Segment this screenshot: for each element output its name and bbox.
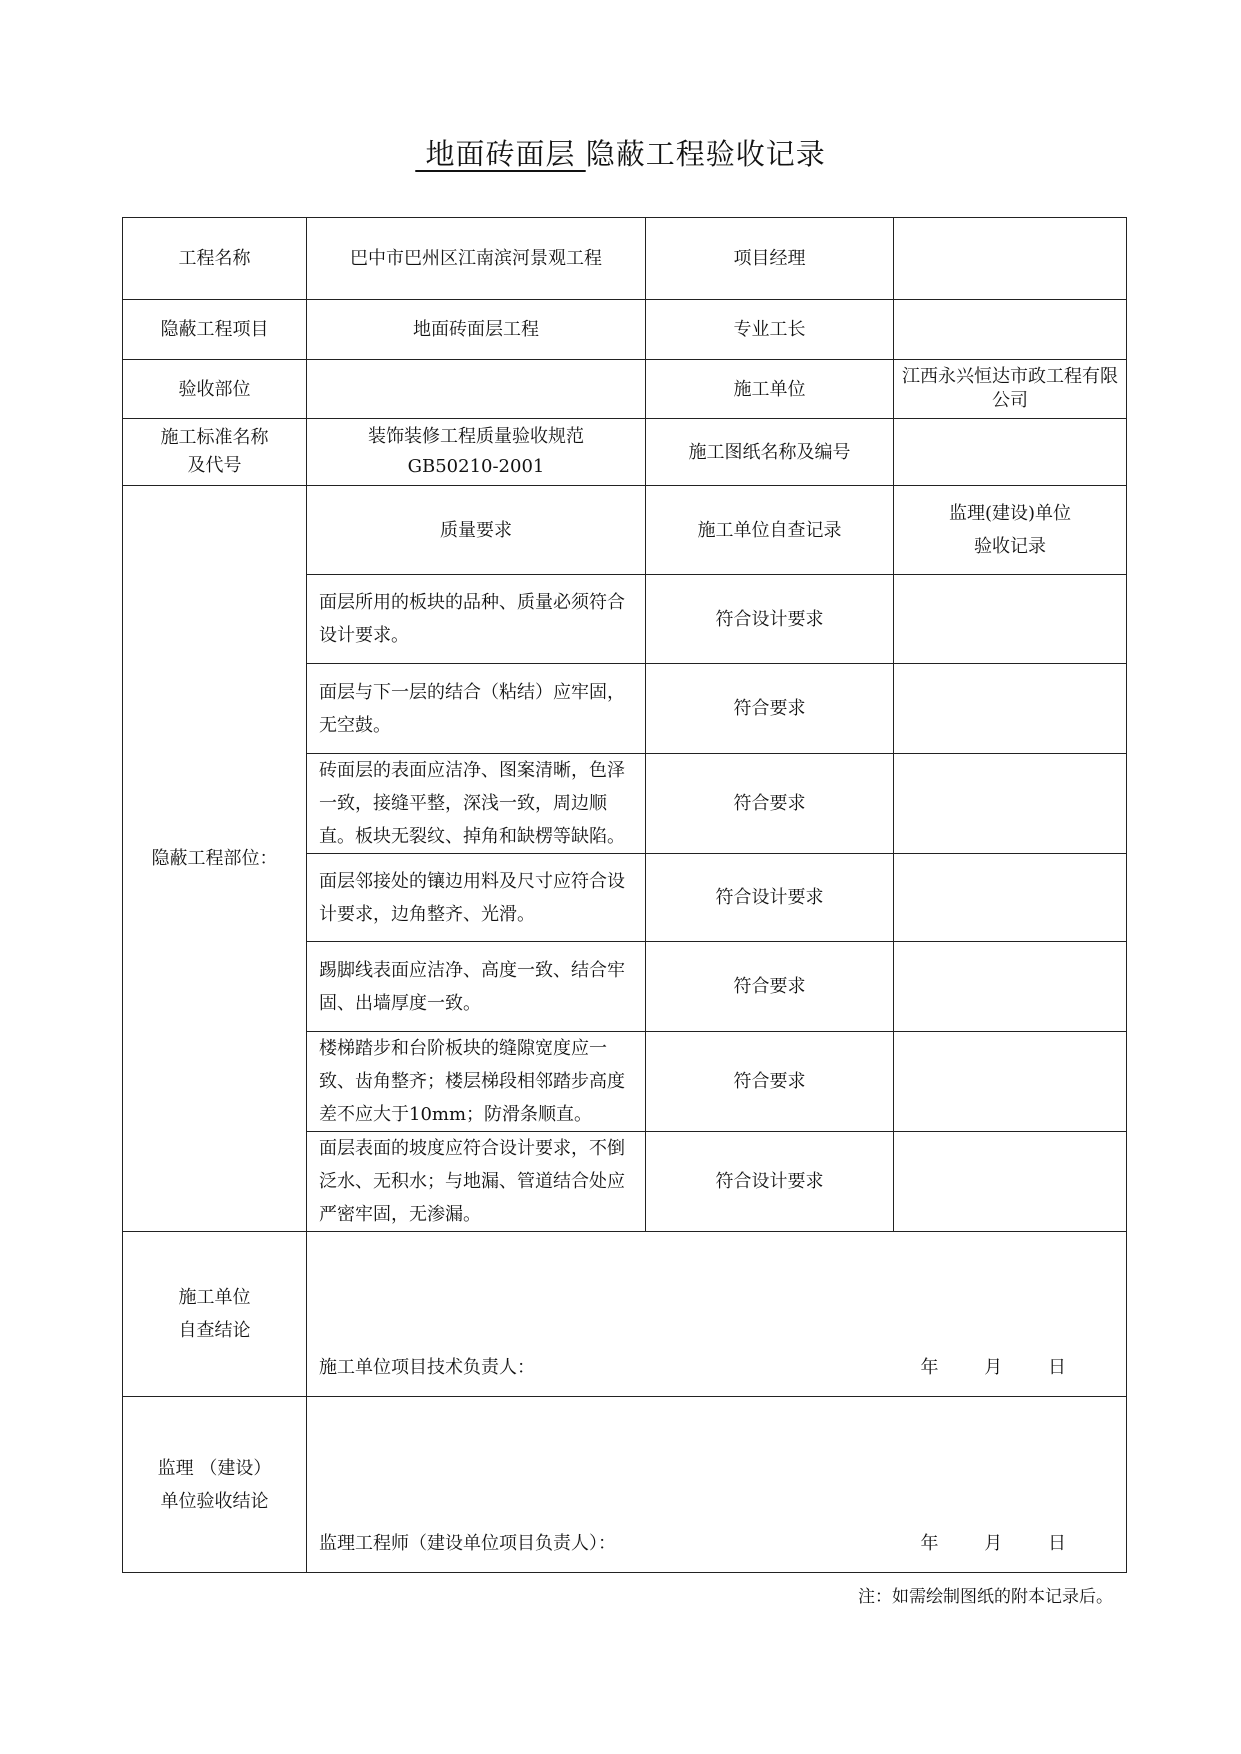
quality-requirement: 面层所用的板块的品种、质量必须符合设计要求。 — [307, 575, 646, 664]
location-label: 验收部位 — [123, 360, 307, 419]
title-rest: 隐蔽工程验收记录 — [585, 137, 826, 171]
foreman-value[interactable] — [894, 300, 1127, 360]
self-conclusion-date: 年 月 日 — [920, 1357, 1066, 1378]
col-supervisor-header-line-1: 监理(建设)单位 — [948, 503, 1072, 524]
hidden-section-label: 隐蔽工程部位： — [123, 486, 307, 1232]
supervisor-record[interactable] — [894, 754, 1127, 854]
supervisor-conclusion-label — [123, 1397, 307, 1573]
self-check-result: 符合要求 — [646, 942, 894, 1032]
row-standard — [123, 419, 1127, 486]
quality-requirement: 面层表面的坡度应符合设计要求，不倒泛水、无积水；与地漏、管道结合处应严密牢固，无渗漏。 — [307, 1132, 646, 1232]
supervisor-record[interactable] — [894, 1132, 1127, 1232]
supervisor-record[interactable] — [894, 942, 1127, 1032]
self-conclusion-label-line-1: 施工单位 — [178, 1287, 251, 1308]
quality-requirement: 砖面层的表面应洁净、图案清晰，色泽一致，接缝平整，深浅一致，周边顺直。板块无裂纹、掉角和缺楞等缺陷。 — [307, 754, 646, 854]
quality-requirement: 面层邻接处的镶边用料及尺寸应符合设计要求，边角整齐、光滑。 — [307, 854, 646, 942]
supervisor-conclusion-date: 年 月 日 — [920, 1533, 1066, 1554]
manager-label: 项目经理 — [646, 218, 894, 300]
contractor-label: 施工单位 — [646, 360, 894, 419]
row-self-conclusion — [123, 1232, 1127, 1397]
standard-label — [123, 419, 307, 486]
inspection-form-table — [122, 217, 1127, 1573]
location-value[interactable] — [307, 360, 646, 419]
title-underlined: 地面砖面层 — [415, 137, 586, 171]
quality-requirement: 踢脚线表面应洁净、高度一致、结合牢固、出墙厚度一致。 — [307, 942, 646, 1032]
self-check-result: 符合设计要求 — [646, 575, 894, 664]
quality-requirement: 楼梯踏步和台阶板块的缝隙宽度应一致、齿角整齐；楼层梯段相邻踏步高度差不应大于10mm；防滑条顺直。 — [307, 1032, 646, 1132]
self-check-result: 符合要求 — [646, 754, 894, 854]
row-location — [123, 360, 1127, 419]
project-name-value: 巴中市巴州区江南滨河景观工程 — [307, 218, 646, 300]
drawing-value[interactable] — [894, 419, 1127, 486]
footnote: 注：如需绘制图纸的附本记录后。 — [858, 1587, 1113, 1607]
foreman-label: 专业工长 — [646, 300, 894, 360]
supervisor-conclusion-label-line-1: 监理 （建设） — [157, 1457, 272, 1479]
standard-label-line-2: 及代号 — [187, 455, 242, 476]
row-inspection-header — [123, 486, 1127, 575]
manager-value[interactable] — [894, 218, 1127, 300]
col-supervisor-header-line-2: 验收记录 — [974, 536, 1046, 557]
standard-label-line-1: 施工标准名称 — [160, 427, 269, 448]
self-conclusion-signer: 施工单位项目技术负责人： — [319, 1357, 535, 1378]
row-project-name — [123, 218, 1127, 300]
hidden-item-label: 隐蔽工程项目 — [123, 300, 307, 360]
supervisor-record[interactable] — [894, 575, 1127, 664]
supervisor-conclusion-label-line-2: 单位验收结论 — [160, 1490, 269, 1512]
col-quality-header: 质量要求 — [307, 486, 646, 575]
standard-name: 装饰装修工程质量验收规范 — [368, 426, 584, 447]
row-supervisor-conclusion — [123, 1397, 1127, 1573]
self-conclusion-field[interactable] — [307, 1232, 1127, 1397]
row-hidden-item — [123, 300, 1127, 360]
supervisor-conclusion-signer: 监理工程师（建设单位项目负责人）： — [319, 1533, 616, 1554]
col-self-check-header: 施工单位自查记录 — [646, 486, 894, 575]
supervisor-conclusion-field[interactable] — [307, 1397, 1127, 1573]
col-supervisor-header — [894, 486, 1127, 575]
self-check-result: 符合设计要求 — [646, 1132, 894, 1232]
contractor-value: 江西永兴恒达市政工程有限公司 — [894, 360, 1127, 419]
supervisor-record[interactable] — [894, 854, 1127, 942]
supervisor-record[interactable] — [894, 1032, 1127, 1132]
standard-code: GB50210-2001 — [407, 456, 545, 477]
page-title — [0, 132, 1241, 173]
hidden-item-value: 地面砖面层工程 — [307, 300, 646, 360]
standard-value — [307, 419, 646, 486]
self-check-result: 符合要求 — [646, 1032, 894, 1132]
self-conclusion-label — [123, 1232, 307, 1397]
self-check-result: 符合要求 — [646, 664, 894, 754]
project-name-label: 工程名称 — [123, 218, 307, 300]
supervisor-record[interactable] — [894, 664, 1127, 754]
self-conclusion-label-line-2: 自查结论 — [178, 1320, 251, 1341]
quality-requirement: 面层与下一层的结合（粘结）应牢固，无空鼓。 — [307, 664, 646, 754]
drawing-label: 施工图纸名称及编号 — [646, 419, 894, 486]
self-check-result: 符合设计要求 — [646, 854, 894, 942]
